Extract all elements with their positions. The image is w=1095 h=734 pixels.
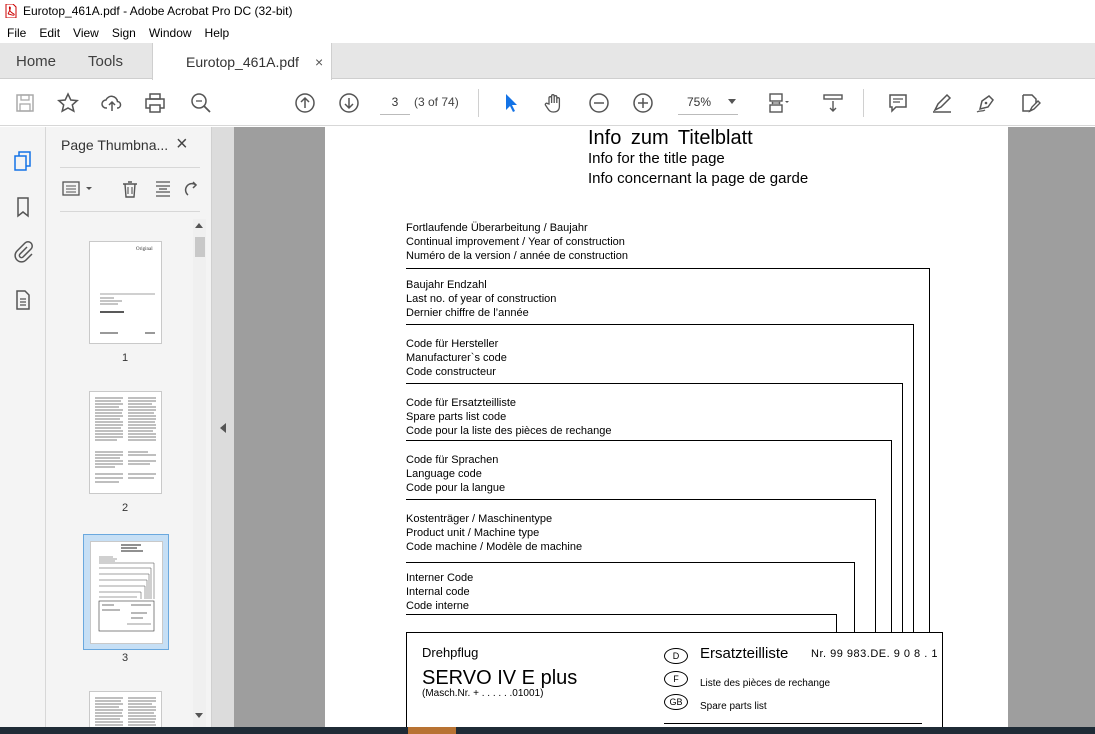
leader-line [929,268,930,632]
menu-file[interactable]: File [7,25,27,40]
thumbnail-page-number: 1 [122,352,129,364]
field-label: Spare parts list code [406,411,507,423]
zoom-dropdown[interactable] [678,89,738,115]
field-label: Code machine / Modèle de machine [406,541,583,553]
page-number-input[interactable]: 3 [380,89,410,115]
leader-line [902,383,903,632]
sign-pen-icon[interactable] [974,91,998,115]
tab-tools[interactable]: Tools [88,52,124,70]
field-label: Product unit / Machine type [406,527,540,539]
menu-view[interactable]: View [73,25,99,40]
scroll-thumb[interactable] [195,237,205,257]
field-label: Internal code [406,586,470,598]
leader-line [406,324,914,325]
rotate-icon[interactable] [182,178,202,200]
spare-parts-number: Nr. 99 983.DE. 9 0 8 . 1 [811,648,938,660]
zoom-search-icon[interactable] [189,91,213,115]
close-icon[interactable]: × [176,133,188,155]
edit-pdf-icon[interactable] [1018,91,1042,115]
field-label: Continual improvement / Year of construction [406,236,625,248]
taskbar [0,727,1095,734]
pdf-page [325,127,1008,727]
machine-model: SERVO IV E plus [422,667,578,689]
field-label: Dernier chiffre de l’année [406,307,529,319]
window-title: Eurotop_461A.pdf - Adobe Acrobat Pro DC (32-bit) [23,4,293,18]
tab-document[interactable] [152,43,332,80]
zoom-value: 75% [687,95,712,109]
panel-title: Page Thumbna... [61,137,169,153]
leader-line [854,562,855,632]
navigation-rail [0,127,46,734]
thumbnail-options-icon[interactable] [60,178,96,200]
machine-serial: (Masch.Nr. + . . . . . .01001) [422,688,544,699]
doc-title-de: Info zum Titelblatt [588,127,753,149]
scroll-up-icon[interactable] [195,223,203,228]
leader-line [836,614,837,632]
field-label: Code interne [406,600,469,612]
toolbar [0,80,1095,126]
spare-parts-en: Spare parts list [700,701,767,712]
lang-badge-gb: GB [664,694,688,710]
page-up-icon[interactable] [293,91,317,115]
divider [60,167,200,168]
title-bar [0,0,1095,22]
spare-parts-heading: Ersatzteilliste [700,645,789,662]
comment-icon[interactable] [886,91,910,115]
page-properties-icon[interactable] [11,288,35,312]
lang-badge-fr: F [664,671,688,687]
select-cursor-icon[interactable] [499,91,523,115]
leader-line [913,324,914,632]
pdf-file-icon [5,4,17,18]
menu-window[interactable]: Window [148,25,192,40]
leader-line [875,499,876,632]
highlight-pen-icon[interactable] [930,91,954,115]
divider [664,723,922,724]
field-label: Code pour la langue [406,482,506,494]
chevron-down-icon [728,99,736,104]
field-label: Manufacturer`s code [406,352,507,364]
leader-line [891,440,892,632]
leader-line [406,499,876,500]
zoom-out-icon[interactable] [587,91,611,115]
menu-help[interactable]: Help [204,25,230,40]
taskbar-active-app[interactable] [408,727,456,734]
field-label-group [406,337,507,379]
fit-page-icon[interactable] [766,91,790,115]
panel-collapse-strip[interactable] [212,127,234,734]
upload-cloud-icon[interactable] [100,91,124,115]
bookmark-icon[interactable] [11,195,35,219]
field-label: Code für Hersteller [406,338,499,350]
thumb-original-text: Original [136,247,153,252]
tab-home[interactable]: Home [16,52,57,70]
menu-edit[interactable]: Edit [39,25,61,40]
toolbar-separator [863,89,864,117]
page-count-label: (3 of 74) [414,95,459,109]
leader-line [406,440,892,441]
field-label: Numéro de la version / année de construction [406,250,628,262]
print-icon[interactable] [143,91,167,115]
field-label: Code pour la liste des pièces de rechange [406,425,612,437]
field-label-group [406,221,628,263]
document-viewer[interactable] [234,127,1095,727]
tab-close-icon[interactable]: × [315,53,324,70]
bookmark-star-icon[interactable] [56,91,80,115]
field-label-group [406,512,582,554]
field-label: Last no. of year of construction [406,293,557,305]
field-label: Interner Code [406,572,474,584]
save-icon[interactable] [13,91,37,115]
field-label: Kostenträger / Maschinentype [406,513,553,525]
divider [60,211,200,212]
field-label-group [406,278,556,320]
page-thumbnail-2[interactable] [89,391,162,494]
doc-title-fr: Info concernant la page de garde [588,170,809,187]
tab-document-label: Eurotop_461A.pdf [186,53,299,70]
hand-icon[interactable] [542,91,566,115]
machine-type: Drehpflug [422,645,479,660]
field-label-group [406,396,611,438]
leader-line [406,383,903,384]
leader-line [406,562,855,563]
collapse-arrow-icon[interactable] [220,423,226,433]
spare-parts-fr: Liste des pièces de rechange [700,678,831,689]
zoom-in-icon[interactable] [631,91,655,115]
field-label: Code für Ersatzteilliste [406,397,517,409]
thumbnail-page-number: 2 [122,502,129,514]
field-label: Fortlaufende Überarbeitung / Baujahr [406,222,588,234]
page-thumbnail-1[interactable] [89,241,162,344]
leader-line [406,614,837,615]
menu-sign[interactable]: Sign [111,25,136,40]
leader-line [406,268,930,269]
scroll-mode-icon[interactable] [821,91,845,115]
field-label: Code für Sprachen [406,454,499,466]
field-label-group [406,571,473,613]
field-label: Baujahr Endzahl [406,279,487,291]
field-label-group [406,453,505,495]
page-down-icon[interactable] [337,91,361,115]
thumbnail-scrollbar[interactable] [193,219,206,727]
page-thumbnails-icon[interactable] [11,148,35,172]
title-block [406,632,943,727]
field-label: Code constructeur [406,366,496,378]
page-thumbnails-panel [46,127,212,734]
lang-badge-de: D [664,648,688,664]
field-label: Language code [406,468,482,480]
delete-icon[interactable] [118,178,142,200]
attachment-icon[interactable] [11,240,35,264]
scroll-down-icon[interactable] [195,713,203,718]
page-thumbnail-3[interactable] [90,541,163,644]
thumbnail-page-number: 3 [122,652,129,664]
doc-title-en: Info for the title page [588,150,725,167]
tab-bar [0,43,1095,79]
toolbar-separator [478,89,479,117]
menu-bar [0,22,1095,43]
extract-pages-icon[interactable] [151,178,175,200]
